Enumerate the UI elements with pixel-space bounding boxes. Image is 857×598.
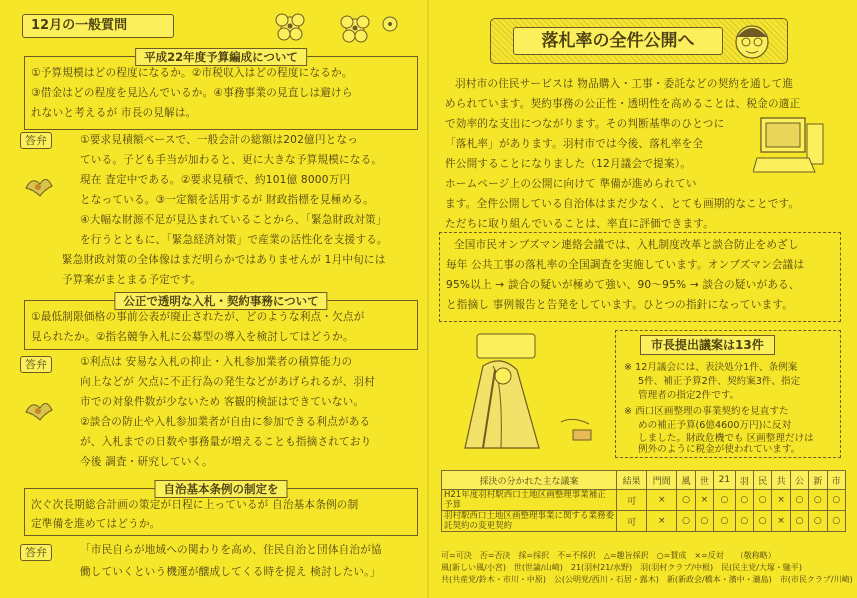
mayor-line: 5件、補正予算2件、契約案3件、指定 [638, 376, 801, 387]
answer-label: 答弁 [20, 544, 52, 561]
table-cell: × [772, 511, 790, 532]
table-cell: ○ [790, 511, 808, 532]
table-header: 門間 [647, 471, 677, 490]
note-line: 予算案がまとまる予定です。 [62, 274, 202, 286]
table-header-row [442, 471, 846, 490]
table-header: 公 [790, 471, 808, 490]
table-row [442, 511, 846, 532]
answer-line: ④大幅な財源不足が見込まれていることから、「緊急財政対策」 [80, 214, 387, 226]
flower-decoration [260, 8, 420, 44]
answer-line: を行うとともに、「緊急経済対策」で産業の活性化を支援する。 [80, 234, 388, 246]
mayor-line: しました。財政危機でも 区画整理だけは [638, 433, 814, 444]
intro-line: ます。全件公開している自治体はまだ少なく、とても画期的なことです。 [445, 198, 800, 210]
right-page [429, 0, 857, 598]
question-box-autonomy [24, 482, 418, 536]
table-header: 世 [695, 471, 713, 490]
holly-icon [22, 394, 56, 424]
face-icon [731, 21, 773, 61]
answer-line: 市での対象件数が少ないため 客観的検証はできていない。 [80, 396, 365, 408]
answer-line: ①利点は 安易な入札の抑止・入札参加業者の積算能力の [80, 356, 353, 368]
answer-label: 答弁 [20, 356, 52, 373]
answer-line: 現在 査定中である。②要求見積で、約101億 8000万円 [80, 174, 351, 186]
table-header: 21 [714, 471, 736, 490]
table-cell: × [647, 490, 677, 511]
table-cell: ○ [790, 490, 808, 511]
table-cell: ○ [677, 511, 695, 532]
table-header: 共 [772, 471, 790, 490]
intro-line: 羽村市の住民サービスは 物品購入・工事・委託などの契約を通して進 [455, 78, 794, 90]
vote-table [441, 470, 846, 532]
table-header: 結果 [617, 471, 647, 490]
section-tab: 12月の一般質問 [22, 14, 174, 38]
holly-icon [22, 170, 56, 200]
intro-line: 件公開することになりました（12月議会で提案）。 [445, 158, 692, 170]
answer-line: 「市民自らが地域への関わりを高め、住民自治と団体自治が協 [80, 544, 382, 556]
table-cell: ○ [809, 490, 827, 511]
table-cell: × [695, 490, 713, 511]
table-cell-item: 羽村駅西口土地区画整理事業に関する業務委託契約の変更契約 [442, 511, 617, 532]
table-header: 新 [809, 471, 827, 490]
answer-line: ①要求見積額ベースで、一般会計の総額は202億円となっ [80, 134, 359, 146]
table-cell: × [647, 511, 677, 532]
table-cell: ○ [827, 490, 845, 511]
ombudsman-line: と指摘し 事例報告と告発をしています。ひとつの指針になっています。 [446, 299, 794, 311]
intro-line: で効率的な支出につながります。その判断基準のひとつに [445, 118, 725, 130]
answer-label: 答弁 [20, 132, 52, 149]
answer-line: となっている。③一定額を活用するが 財政指標を見極める。 [80, 194, 374, 206]
question-box-bidding [24, 294, 418, 350]
table-cell: 可 [617, 511, 647, 532]
answer-line: 今後 調査・研究していく。 [80, 456, 213, 468]
table-cell: ○ [677, 490, 695, 511]
question-line: ①最低制限価格の事前公表が廃止されたが、どのような利点・欠点が [31, 311, 365, 323]
question-title: 公正で透明な入札・契約事務について [114, 292, 327, 310]
mayor-line: ※ 12月議会には、表決処分1件、条例案 [624, 362, 798, 373]
mayor-line: めの補正予算(6億4600万円)に反対 [638, 420, 792, 431]
intro-line: ただちに取り組んでいることは、率直に評価できます。 [445, 218, 714, 230]
table-header: 民 [754, 471, 772, 490]
question-line: 見られたか。②指名競争入札に公募型の導入を検討してはどうか。 [31, 331, 354, 343]
legend-line: 共(共産党/鈴木・市川・中原) 公(公明党/西川・石居・露木) 新(新政会/橋本・濱中・瀧島) 市(市民クラブ/川崎) [441, 575, 853, 584]
mayor-bills-title: 市長提出議案は13件 [640, 335, 775, 355]
table-cell: ○ [714, 511, 736, 532]
table-row [442, 490, 846, 511]
legend-line: 風(新しい風/小宮) 世(世論/山崎) 21(羽村21/水野) 羽(羽村クラブ/中根) 民(民主党/大塚・馳平) [441, 563, 803, 572]
table-cell: ○ [695, 511, 713, 532]
ombudsman-line: 95%以上 → 談合の疑いが極めて強い、90〜95% → 談合の疑いがある、 [446, 279, 800, 291]
table-cell: ○ [714, 490, 736, 511]
legend-line: 可=可決 否=否決 採=採択 不=不採択 △=趣旨採択 ○=賛成 ×=反対 （敬称略） [441, 551, 776, 560]
table-cell: × [772, 490, 790, 511]
table-cell: ○ [735, 490, 753, 511]
mayor-line: 例外のように税金が使われています。 [638, 444, 801, 455]
question-line: ①予算規模はどの程度になるか。②市税収入はどの程度になるか。 [31, 67, 353, 79]
left-page [0, 0, 428, 598]
note-line: 緊急財政対策の全体像はまだ明らかではありませんが 1月中旬には [62, 254, 386, 266]
table-header: 市 [827, 471, 845, 490]
headline-banner [490, 18, 788, 64]
table-cell: ○ [735, 511, 753, 532]
intro-line: 「落札率」があります。羽村市では今後、落札率を全 [445, 138, 704, 150]
heian-lady-illustration [443, 330, 615, 458]
table-header: 風 [677, 471, 695, 490]
table-cell: ○ [827, 511, 845, 532]
computer-icon [753, 112, 829, 180]
table-cell: 可 [617, 490, 647, 511]
answer-line: が、入札までの日数や事務量が増えることも指摘されており [80, 436, 372, 448]
intro-line: められています。契約事務の公正性・透明性を高めることは、税金の適正 [445, 98, 801, 110]
question-line: 次ぐ次長期総合計画の策定が日程に上っているが 自治基本条例の制 [31, 499, 359, 511]
answer-line: ている。子ども手当が加わると、更に大きな予算規模になる。 [80, 154, 383, 166]
mayor-line: ※ 西口区画整理の事業契約を見直すた [624, 406, 789, 417]
mayor-line: 管理者の指定2件です。 [638, 390, 740, 401]
question-title: 平成22年度予算編成について [135, 48, 307, 66]
question-box-budget [24, 50, 418, 130]
answer-line: 向上などが 欠点に不正行為の発生などがあげられるが、羽村 [80, 376, 375, 388]
question-title: 自治基本条例の制定を [155, 480, 288, 498]
table-header-item: 採決の分かれた主な議案 [442, 471, 617, 490]
ombudsman-line: 全国市民オンブズマン連絡会議では、入札制度改革と談合防止をめざし [454, 239, 799, 251]
question-line: 定準備を進めてはどうか。 [31, 518, 161, 530]
headline-title: 落札率の全件公開へ [513, 27, 723, 55]
table-cell-item: H21年度羽村駅西口土地区画整理事業補正予算 [442, 490, 617, 511]
ombudsman-line: 毎年 公共工事の落札率の全国調査を実施しています。オンブズマン会議は [446, 259, 805, 271]
answer-line: 働していくという機運が醸成してくる時を捉え 検討したい。」 [80, 566, 381, 578]
question-line: れないと考えるが 市長の見解は。 [31, 107, 197, 119]
question-line: ③借金はどの程度を見込んでいるか。④事務事業の見直しは避けら [31, 87, 353, 99]
intro-line: ホームページ上の公開に向けて 準備が進められてい [445, 178, 697, 190]
mayor-bills-box [615, 330, 841, 458]
ombudsman-box [439, 232, 841, 322]
table-header: 羽 [735, 471, 753, 490]
table-cell: ○ [809, 511, 827, 532]
table-cell: ○ [754, 511, 772, 532]
answer-line: ②談合の防止や入札参加業者が自由に参加できる利点がある [80, 416, 371, 428]
table-cell: ○ [754, 490, 772, 511]
